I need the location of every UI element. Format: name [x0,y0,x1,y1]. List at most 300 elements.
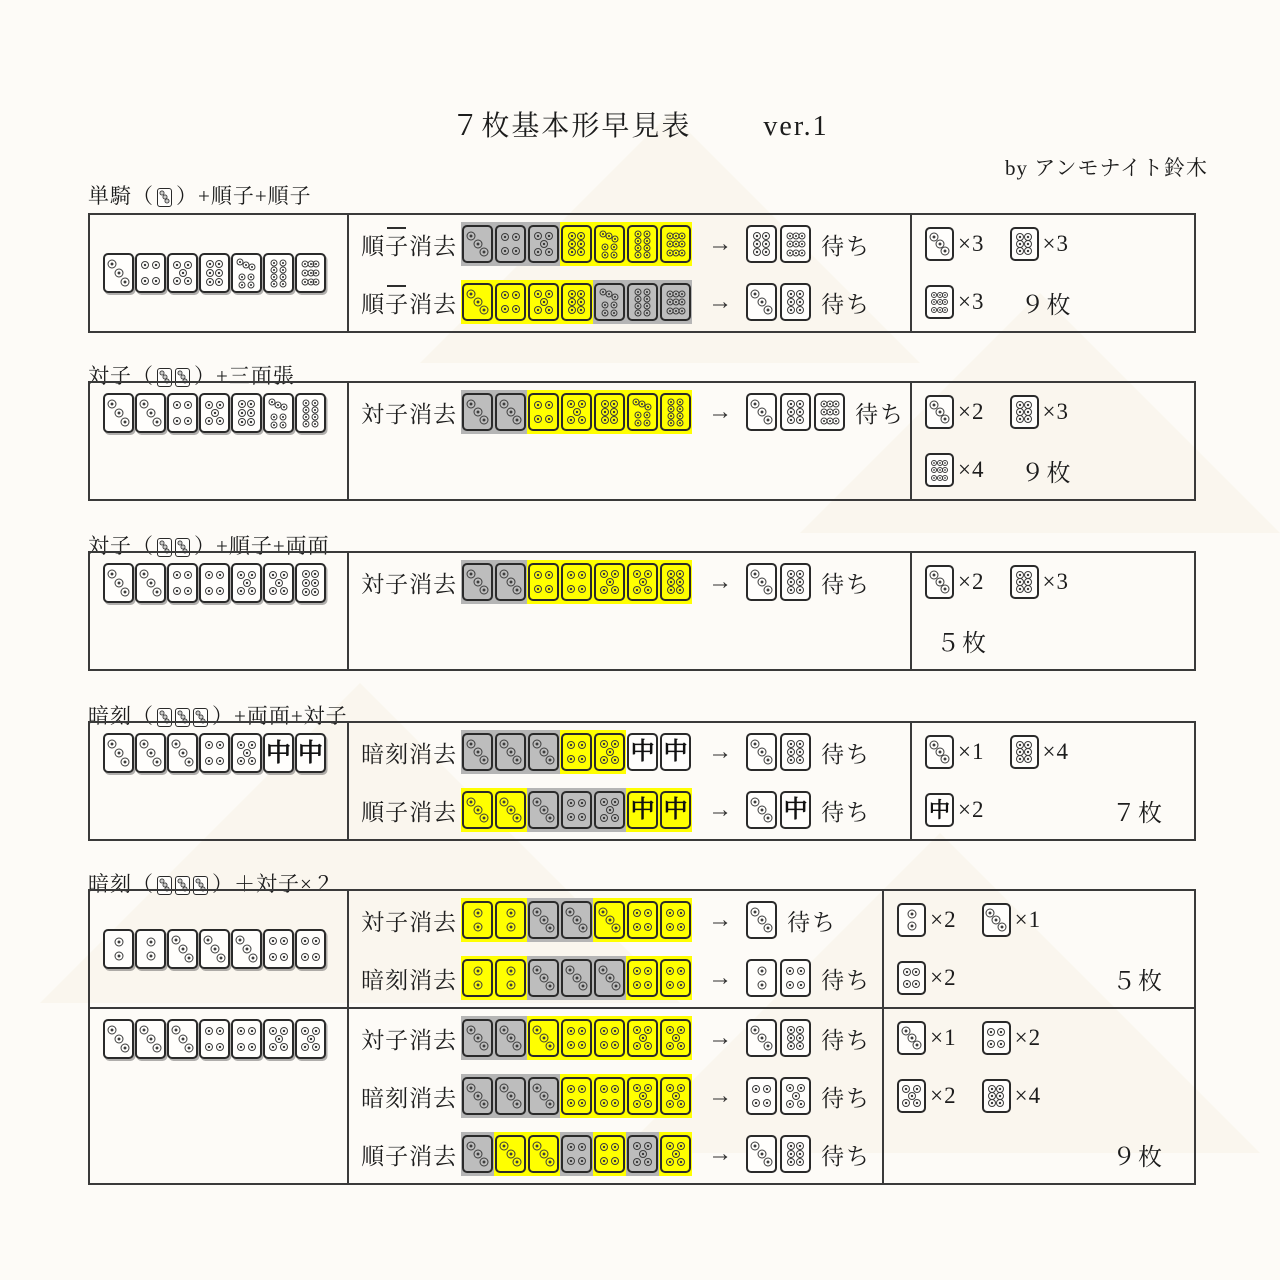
pin-dot [237,741,245,749]
mahjong-tile-chun [660,733,691,771]
tile-slot [263,929,295,969]
tile-slot [593,730,626,774]
pin-dot [907,910,916,919]
pin-dot [678,299,685,306]
action-row [349,723,910,781]
pin-dot [567,755,575,763]
mahjong-tile-p3 [925,735,954,769]
tile-slot [560,1016,593,1060]
mahjong-tile-p6 [1010,565,1039,599]
pin-dot [205,587,213,595]
tile-slot [745,956,779,1000]
result-multiplier: ×2 [958,797,985,822]
chun-character: 中 [929,797,951,822]
mahjong-tile-p4 [561,1135,592,1173]
pin-dot [1024,247,1032,255]
mahjong-tile-chun [627,733,658,771]
pin-dot [643,251,650,258]
arrow-icon: → [708,738,733,765]
pin-dot [568,306,576,314]
mahjong-tile-p5 [780,1077,811,1115]
pin-dot [751,289,760,298]
pin-dot [942,292,948,298]
arrow-icon: → [708,568,733,595]
result-tile-count [924,450,984,490]
pin-dot [644,1042,652,1050]
result-tile-count [924,790,984,830]
pin-dot [678,307,685,314]
result-cell [912,723,1194,839]
wait-tiles [745,788,813,832]
mahjong-tile-p3 [462,1135,493,1173]
pin-dot [216,571,224,579]
pin-dot [666,1100,674,1108]
pin-dot [611,586,619,594]
pin-dot [473,1092,482,1101]
mahjong-tile-p6 [561,283,592,321]
tile-slot [981,1076,1012,1116]
pin-dot [114,579,123,588]
hand-cell [90,383,349,499]
table-row-group [90,215,1194,331]
tile-slot [527,390,560,434]
pin-dot [473,748,482,757]
tile-slot [779,560,813,604]
pin-dot [146,409,155,418]
pin-dot [610,309,617,316]
wait-label: 待ち [821,1143,872,1169]
pin-dot [762,232,770,240]
action-row [349,781,910,839]
result-line [912,441,1194,499]
tile-slot [263,563,295,603]
tile-slot [593,1016,626,1060]
wait-label: 待ち [855,401,906,427]
pin-dot [473,240,482,249]
pin-dot [796,1026,804,1034]
pin-dot [599,965,608,974]
pin-dot [506,1034,515,1043]
mahjong-tile-p6 [780,1135,811,1173]
tile-slot [461,280,494,324]
pin-dot [173,401,181,409]
tile-slot [527,560,560,604]
mahjong-tile-p9 [814,393,845,431]
mahjong-tile-p5 [594,733,625,771]
pin-dot [120,587,129,596]
pin-dot [666,923,674,931]
pin-dot [506,748,515,757]
pin-dot [796,578,804,586]
tile-slot [494,788,527,832]
pin-dot [752,1099,760,1107]
mahjong-tile-chun [925,793,954,827]
pin-dot [152,417,161,426]
pin-dot [114,1035,123,1044]
actions-cell [349,215,912,331]
pin-dot [467,399,476,408]
pin-dot [601,416,609,424]
pin-dot [247,400,255,408]
tile-slot [896,1076,927,1116]
hand-tiles [90,723,347,839]
pin-dot [172,936,181,945]
tile-slot [494,898,527,942]
pin-dot [216,1043,224,1051]
result-multiplier: ×3 [958,289,985,314]
pin-dot [796,740,804,748]
pin-dot [146,1035,155,1044]
tile-slot [231,1019,263,1059]
wait-tiles [745,560,813,604]
mahjong-tile-p3 [495,733,526,771]
tile-slot [659,730,692,774]
pin-dot [787,748,795,756]
pin-dot [141,261,149,269]
action-label: 対子消去 [361,571,458,597]
pin-dot [506,408,515,417]
mahjong-tile-p3 [462,733,493,771]
tile-slot [1009,732,1040,772]
pin-dot [1016,247,1024,255]
pin-dot [473,967,482,976]
pin-dot [643,419,650,426]
tile-slot [461,956,494,1000]
version-text: ver.1 [763,111,829,142]
pin-dot [545,232,553,240]
result-line [912,215,1194,273]
pin-dot [787,570,795,578]
pin-dot [534,401,542,409]
mahjong-tile-p4 [199,733,230,773]
pin-dot [247,409,255,417]
pin-dot [545,585,553,593]
arrow-icon: → [708,906,733,933]
pin-dot [205,1027,213,1035]
mahjong-tile-p3 [135,563,166,603]
tile-slot [231,393,263,433]
mahjong-tile-p3 [103,393,134,433]
pin-dot [540,298,548,306]
pin-dot [539,806,548,815]
pin-dot [572,916,581,925]
tile-slot [494,560,527,604]
hand-cell [90,553,349,669]
pin-dot [152,261,160,269]
action-label: 暗刻消去 [361,741,458,767]
tile-slot [779,222,813,266]
pin-dot [479,586,488,595]
pin-dot [216,417,224,425]
result-total: ９枚 [1112,1144,1164,1171]
pin-dot [605,974,614,983]
result-multiplier: ×2 [958,569,985,594]
action-row [349,1125,882,1183]
mahjong-tile-p4 [167,563,198,603]
action-row [349,553,910,611]
section-header-tiles [156,185,174,210]
mahjong-tile-p4 [897,961,926,995]
result-total: ５枚 [936,630,989,657]
pin-dot [941,585,950,594]
pin-dot [279,413,286,420]
pin-dot [672,1034,680,1042]
pin-dot [237,1043,245,1051]
pin-dot [639,1034,647,1042]
pin-dot [606,578,614,586]
mahjong-tile-p6 [780,283,811,321]
pin-dot [205,401,213,409]
pin-dot [248,1027,256,1035]
mahjong-tile-p8 [263,253,294,293]
pin-dot [479,1158,488,1167]
mahjong-tile-p9 [660,283,691,321]
mahjong-tile-p8 [660,393,691,431]
pin-dot [467,569,476,578]
pin-dot [120,757,129,766]
result-multiplier: ×2 [1014,1025,1042,1050]
pin-dot [644,967,652,975]
mahjong-tile-p3 [746,1135,777,1173]
pin-dot [178,945,187,954]
pin-dot [942,460,948,466]
pin-dot [610,400,618,408]
pin-dot [533,907,542,916]
pin-dot [611,1143,619,1151]
mahjong-tile-p9 [925,285,954,319]
pin-dot [567,1041,575,1049]
pin-dot [763,924,772,933]
tile-slot [461,1074,494,1118]
pin-dot [644,1142,652,1150]
pin-dot [506,1150,515,1159]
pin-dot [997,1040,1005,1048]
pin-dot [568,248,576,256]
pin-dot [512,1042,521,1051]
pin-dot [787,306,795,314]
pin-dot [787,740,795,748]
tile-slot [560,898,593,942]
pin-dot [238,400,246,408]
tile-slot [659,956,692,1000]
pin-dot [533,797,542,806]
tile-slot [560,280,593,324]
pin-dot [644,403,651,410]
pin-dot [312,1027,320,1035]
pin-dot [140,400,149,409]
mahjong-tile-p3 [135,1019,166,1059]
tile-slot [527,280,560,324]
pin-dot [248,264,255,271]
pin-dot [269,571,277,579]
tile-slot [626,390,659,434]
pin-dot [205,1043,213,1051]
pin-dot [506,922,515,931]
pin-dot [753,240,761,248]
pin-dot [796,748,804,756]
pin-dot [912,968,920,976]
mahjong-tile-p4 [561,1077,592,1115]
mahjong-tile-p3 [528,1019,559,1057]
mahjong-tile-p3 [528,1077,559,1115]
action-label: 暗刻消去 [361,967,458,993]
mahjong-tile-p3 [135,733,166,773]
tile-slot [494,222,527,266]
pin-dot [239,281,246,288]
result-line [884,1125,1194,1183]
pin-dot [796,306,804,314]
pin-dot [610,416,618,424]
pin-dot [269,953,277,961]
mahjong-tile-p4 [561,733,592,771]
mahjong-tile-p3 [462,283,493,321]
result-line [912,273,1194,331]
pin-dot [184,571,192,579]
pin-dot [301,1043,309,1051]
section-table [88,551,1196,671]
tile-slot [527,1074,560,1118]
tile-slot [626,1016,659,1060]
mahjong-tile-p6 [1010,735,1039,769]
tile-slot [199,1019,231,1059]
tile-slot [626,1074,659,1118]
pin-dot [644,1084,652,1092]
pin-dot [243,749,251,757]
tile-slot [1009,224,1040,264]
pin-dot [578,799,586,807]
wait-label: 待ち [787,909,838,935]
pin-dot [271,259,278,266]
pin-dot [751,1141,760,1150]
wait-label: 待ち [821,1027,872,1053]
result-tile-count [924,282,984,322]
mahjong-tile-p5 [594,791,625,829]
pin-dot [237,571,245,579]
pin-dot [786,981,794,989]
mahjong-tile-p3 [925,227,954,261]
mahjong-tile-p5 [528,283,559,321]
tile-slot [626,898,659,942]
pin-dot [577,240,585,248]
mahjong-tile-chun [263,733,294,773]
mahjong-tile-chun [295,733,326,773]
pin-dot [248,953,257,962]
pin-dot [677,1100,685,1108]
pin-dot [512,247,520,255]
pin-dot [942,307,948,313]
pin-dot [206,278,214,286]
pin-dot [1024,755,1032,763]
tile-slot [527,1132,560,1176]
mahjong-tile-chun [780,791,811,829]
tile-slot [135,1019,167,1059]
pin-dot [578,1157,586,1165]
section-header-text: ）+両面+対子 [212,704,348,728]
pin-dot [501,291,509,299]
pin-dot [635,412,642,419]
tile-slot [779,1016,813,1060]
pin-dot [678,249,685,256]
pin-dot [539,748,548,757]
pin-dot [797,981,805,989]
result-cell [884,891,1194,1007]
table-row-group [90,1007,1194,1183]
pin-dot [216,401,224,409]
table-row-group [90,383,1194,499]
section-table [88,721,1196,841]
pin-dot [216,953,225,962]
mahjong-tile-p4 [528,393,559,431]
result-multiplier: ×3 [1042,231,1069,256]
pin-dot [578,400,586,408]
pin-dot [567,1027,575,1035]
pin-dot [312,937,320,945]
action-row [349,215,910,273]
pin-dot [279,259,286,266]
pin-dot [633,570,641,578]
pin-dot [633,1158,641,1166]
pin-dot [506,578,515,587]
pin-dot [545,1158,554,1167]
tile-slot [231,253,263,293]
tile-slot [659,1074,692,1118]
mahjong-tile-p5 [263,563,294,603]
pin-dot [184,261,192,269]
tile-slot [626,788,659,832]
tile-slot [167,929,199,969]
pin-dot [248,571,256,579]
mahjong-tile-p4 [495,283,526,321]
result-line [912,723,1194,781]
mahjong-tile-p3 [462,563,493,601]
pin-dot [996,1099,1004,1107]
pin-dot [941,247,950,256]
arrow-icon: → [708,964,733,991]
pin-dot [500,1083,509,1092]
pin-dot [500,739,509,748]
pin-dot [473,922,482,931]
mahjong-tile-p4 [780,959,811,997]
action-label: 対子消去 [361,1027,458,1053]
pin-dot [577,306,585,314]
pin-dot [907,922,916,931]
pin-dot [787,756,795,764]
pin-dot [676,570,684,578]
result-multiplier: ×3 [1042,399,1069,424]
tile-slot [135,563,167,603]
pin-dot [757,806,766,815]
mahjong-tile-p5 [660,1135,691,1173]
mahjong-tile-p3 [746,393,777,431]
pin-dot [644,586,652,594]
tile-slot [779,956,813,1000]
pin-dot [787,290,795,298]
pin-dot [752,1085,760,1093]
tile-slot [981,900,1012,940]
pin-dot [677,967,685,975]
pin-dot [644,909,652,917]
pin-dot [633,1100,641,1108]
chun-character: 中 [265,739,291,767]
pin-dot [611,570,619,578]
mahjong-tile-p6 [780,1019,811,1057]
pin-dot [787,416,795,424]
pin-dot [467,231,476,240]
pin-dot [120,1043,129,1052]
mahjong-tile-p5 [295,1019,326,1059]
pin-dot [533,739,542,748]
pin-dot [303,413,310,420]
